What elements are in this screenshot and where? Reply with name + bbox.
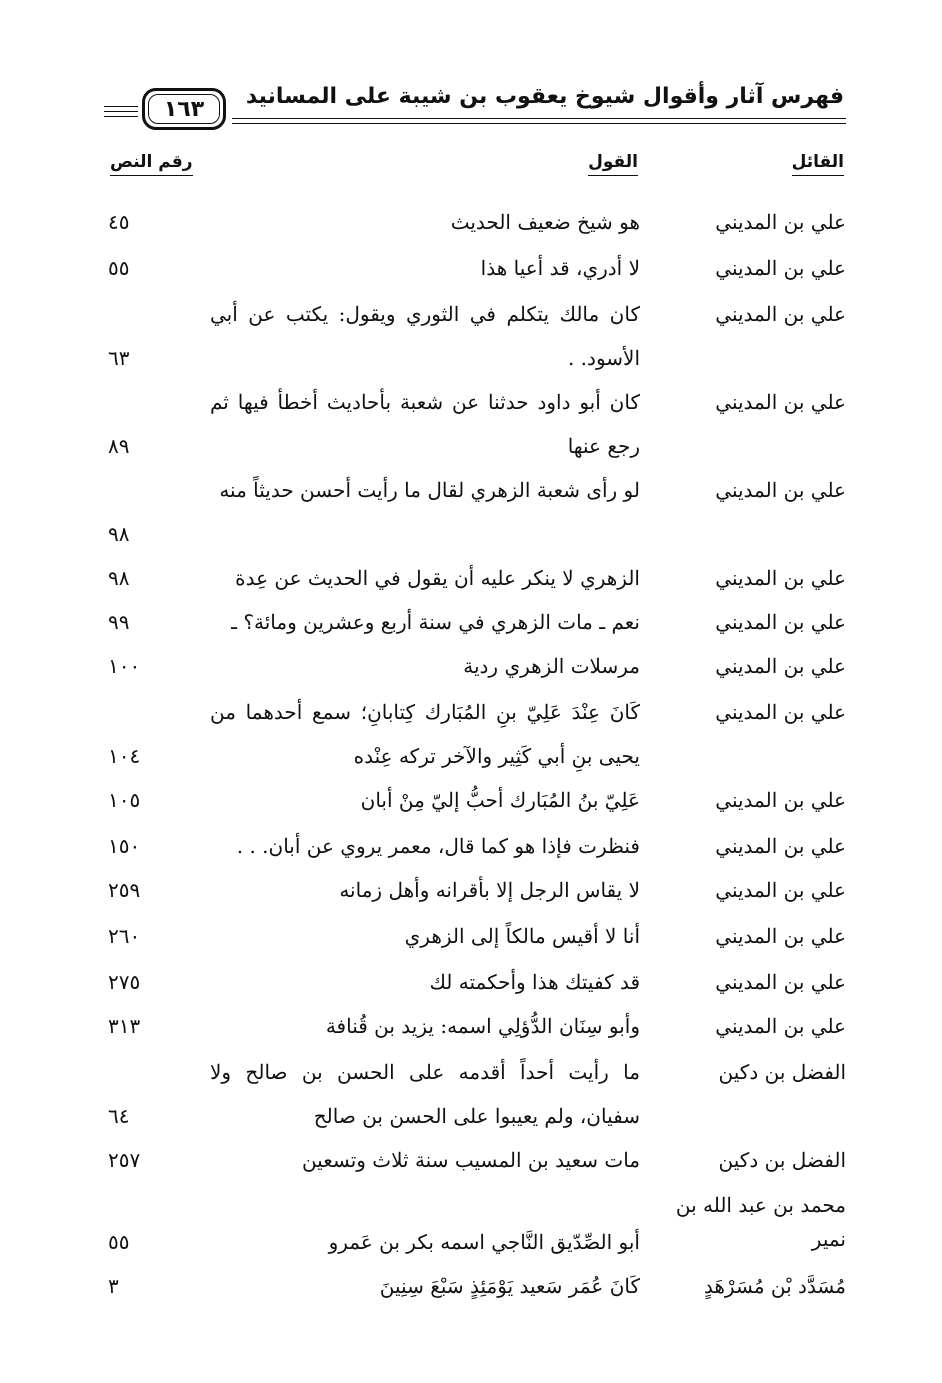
entry-saying: فنظرت فإذا هو كما قال، معمر يروي عن أبان. . . [236, 834, 640, 858]
entry-speaker: علي بن المديني [715, 302, 846, 326]
entry-saying: لو رأى شعبة الزهري لقال ما رأيت أحسن حديثاً منه [219, 478, 640, 502]
entry-number: ٣١٣ [108, 1014, 141, 1038]
column-header-saying: القول [588, 152, 638, 176]
entry-saying: كَانَ عِنْدَ عَلِيّ بنِ المُبَارك كِتابانِ؛ سمع أحدهما من يحيى بنِ أبي كَثِير والآخر تركه عِنْده [210, 700, 640, 768]
entry-speaker: علي بن المديني [715, 566, 846, 590]
entry-speaker: علي بن المديني [715, 924, 846, 948]
page-number-frame [142, 88, 226, 130]
entry-saying: لا يقاس الرجل إلا بأقرانه وأهل زمانه [339, 878, 640, 902]
header-rule-left [104, 106, 138, 107]
entry-number: ٢٥٧ [108, 1148, 141, 1172]
entry-speaker: علي بن المديني [715, 390, 846, 414]
header-rule [232, 123, 846, 124]
header-rule-left [104, 111, 138, 112]
entry-speaker: علي بن المديني [715, 478, 846, 502]
entry-saying: لا أدري، قد أعيا هذا [480, 256, 640, 280]
entry-speaker: علي بن المديني [715, 788, 846, 812]
entry-number: ٢٦٠ [108, 924, 141, 948]
entry-number: ١٠٠ [108, 654, 141, 678]
entry-number: ٨٩ [108, 434, 130, 458]
entry-speaker: الفضل بن دكين [718, 1060, 846, 1084]
entry-number: ٤٥ [108, 210, 130, 234]
entry-speaker: علي بن المديني [715, 256, 846, 280]
entry-number: ٢٧٥ [108, 970, 141, 994]
entry-speaker: علي بن المديني [715, 1014, 846, 1038]
entry-number: ١٠٤ [108, 744, 141, 768]
entry-number: ٣ [108, 1274, 119, 1298]
entry-number: ٩٨ [108, 566, 130, 590]
entry-saying: أنا لا أقيس مالكاً إلى الزهري [404, 924, 640, 948]
entry-saying: كَانَ عُمَر سَعيد يَوْمَئِذٍ سَبْعَ سِنِينَ [379, 1274, 640, 1298]
entry-saying: عَلِيّ بنُ المُبَارك أحبُّ إليّ مِنْ أبان [360, 788, 640, 812]
entry-speaker: علي بن المديني [715, 700, 846, 724]
entry-speaker: علي بن المديني [715, 610, 846, 634]
entry-number: ١٥٠ [108, 834, 141, 858]
entry-number: ٩٩ [108, 610, 130, 634]
entry-saying: مرسلات الزهري ردية [463, 654, 640, 678]
entry-speaker: علي بن المديني [715, 654, 846, 678]
entry-speaker: علي بن المديني [715, 834, 846, 858]
entry-speaker: علي بن المديني [715, 878, 846, 902]
entry-saying: وأبو سِنَان الدُّؤلِي اسمه: يزيد بن قُنافة [325, 1014, 640, 1038]
entry-saying: هو شيخ ضعيف الحديث [450, 210, 640, 234]
entry-saying: أبو الصِّدّيق النَّاجي اسمه بكر بن عَمرو [328, 1230, 640, 1254]
entry-speaker: علي بن المديني [715, 210, 846, 234]
entry-speaker: علي بن المديني [715, 970, 846, 994]
entry-saying: قد كفيتك هذا وأحكمته لك [429, 970, 640, 994]
entry-number: ٦٤ [108, 1104, 130, 1128]
entry-number: ٩٨ [108, 522, 130, 546]
entry-number: ٢٥٩ [108, 878, 141, 902]
entry-number: ١٠٥ [108, 788, 141, 812]
entry-speaker: الفضل بن دكين [718, 1148, 846, 1172]
header-rule-left [104, 116, 138, 117]
running-header-title: فهرس آثار وأقوال شيوخ يعقوب بن شيبة على المسانيد [245, 84, 844, 109]
entry-number: ٦٣ [108, 346, 130, 370]
column-header-text-number: رقم النص [110, 152, 193, 176]
entry-number: ٥٥ [108, 256, 130, 280]
column-header-speaker: القائل [792, 152, 844, 176]
page-number: ١٦٣ [148, 94, 220, 124]
entry-saying: نعم ـ مات الزهري في سنة أربع وعشرين ومائة؟ ـ [231, 610, 640, 634]
entry-number: ٥٥ [108, 1230, 130, 1254]
entry-saying: كان أبو داود حدثنا عن شعبة بأحاديث أخطأ فيها ثم رجع عنها [210, 390, 640, 458]
entry-speaker: مُسَدَّد بْن مُسَرْهَدٍ [703, 1274, 846, 1298]
entry-speaker: محمد بن عبد الله بن نمير [675, 1193, 846, 1251]
entry-saying: كان مالك يتكلم في الثوري ويقول: يكتب عن أبي الأسود. . [210, 302, 640, 370]
entry-saying: مات سعيد بن المسيب سنة ثلاث وتسعين [301, 1148, 640, 1172]
entry-saying: ما رأيت أحداً أقدمه على الحسن بن صالح ولا سفيان، ولم يعيبوا على الحسن بن صالح [210, 1060, 640, 1128]
header-rule [232, 118, 846, 119]
entry-saying: الزهري لا ينكر عليه أن يقول في الحديث عن عِدة [235, 566, 640, 590]
